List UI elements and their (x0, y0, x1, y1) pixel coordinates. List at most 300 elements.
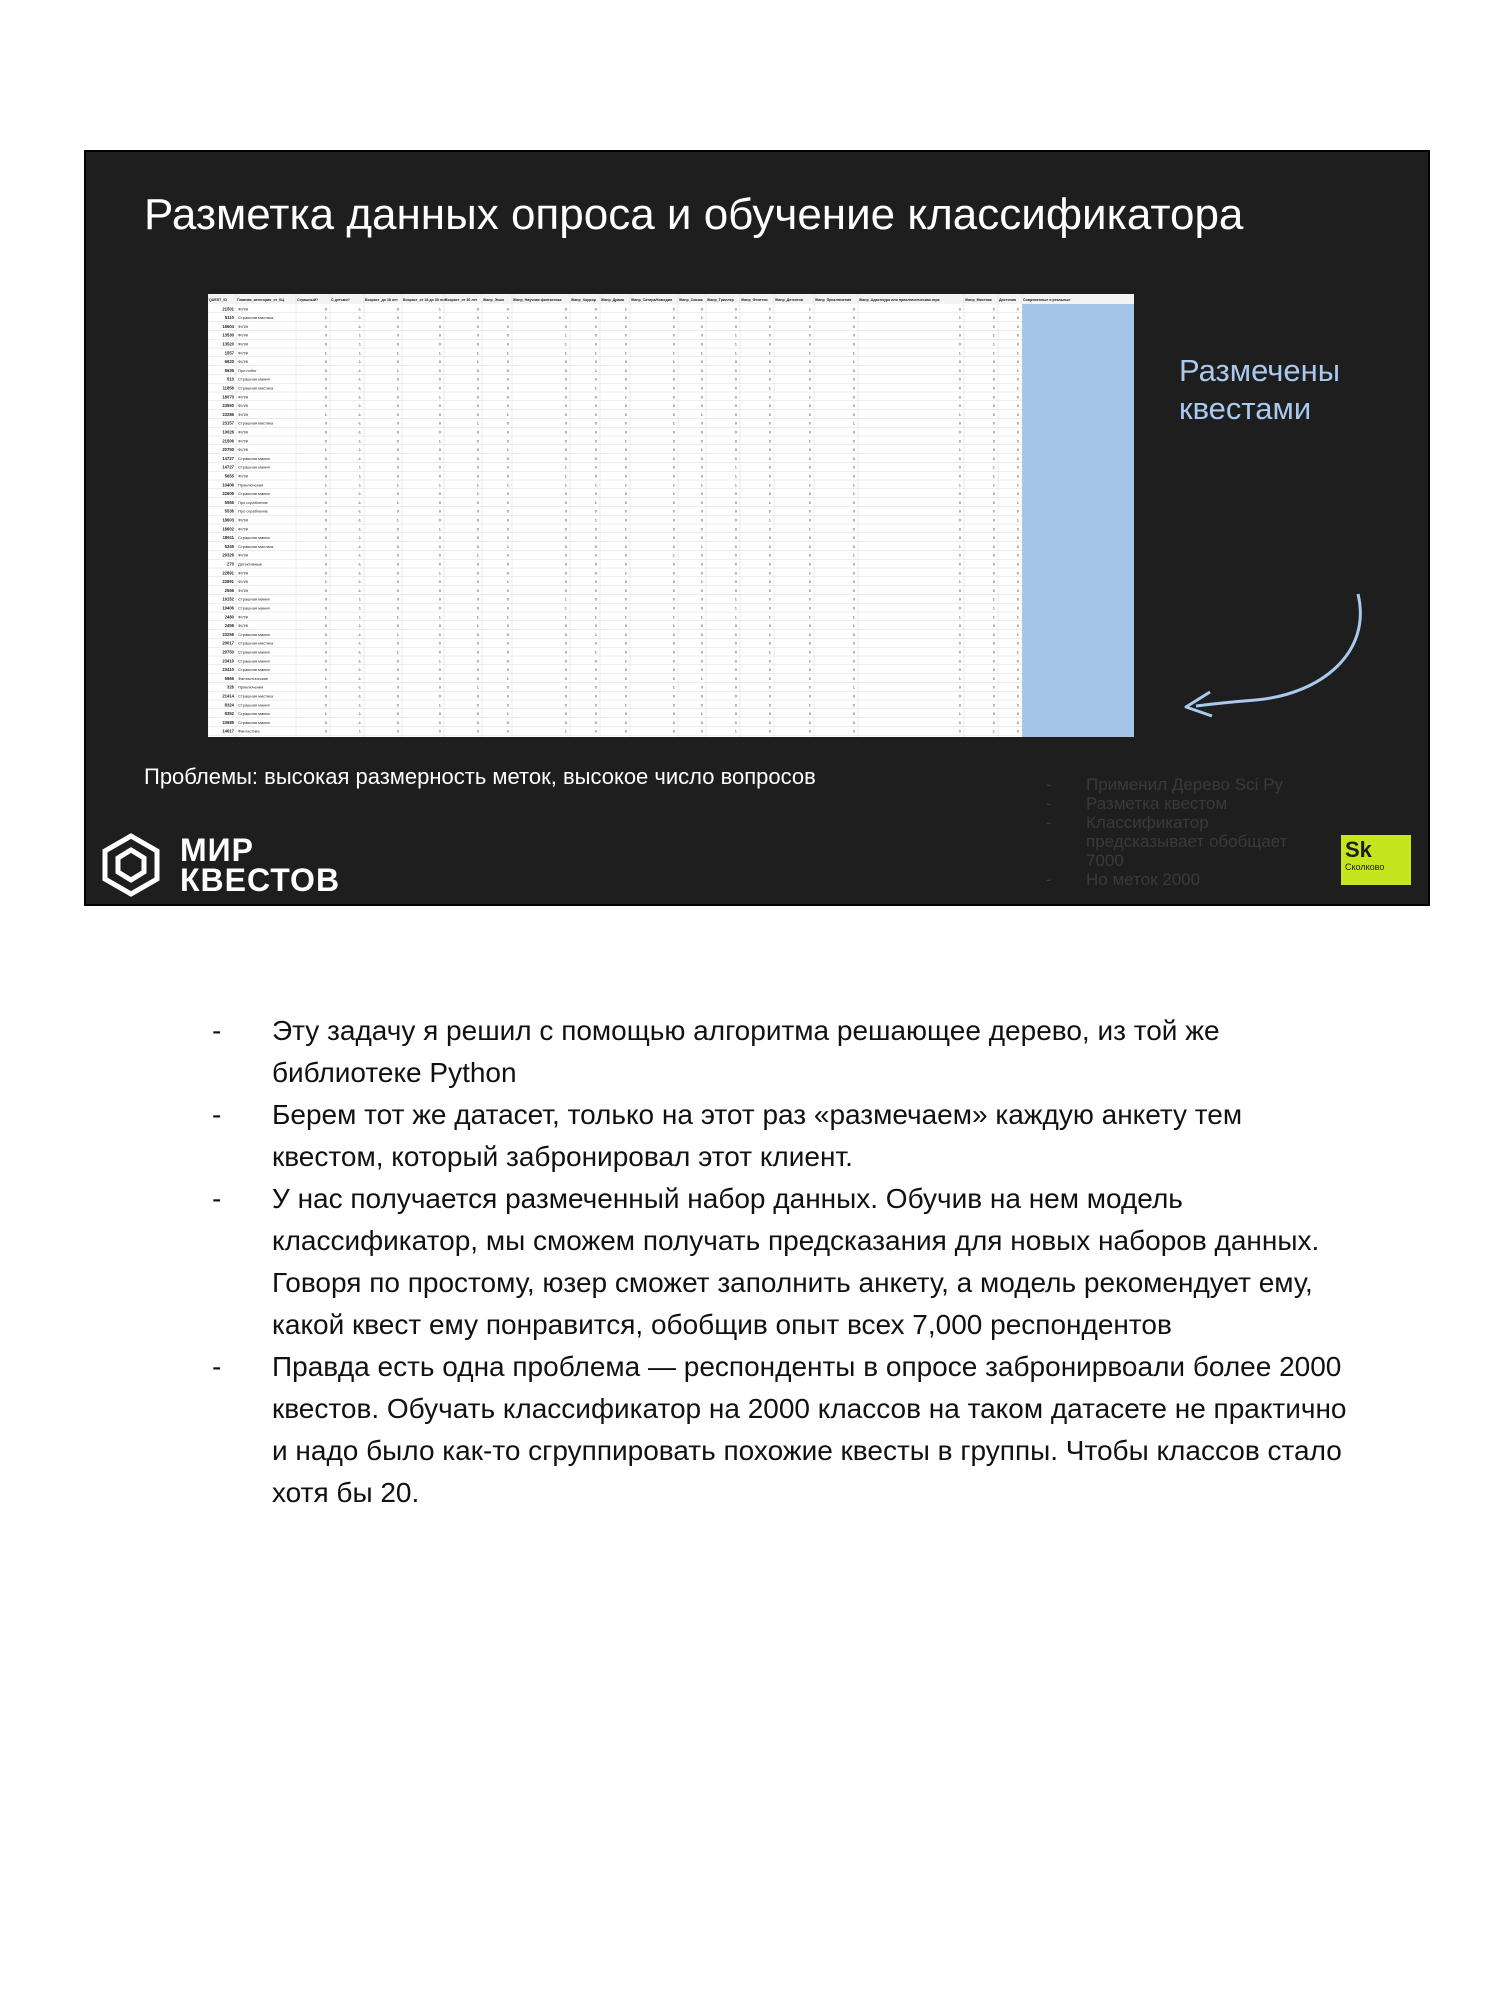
value-cell: 0 (700, 367, 703, 373)
value-cell: 0 (992, 684, 995, 690)
value-cell: 0 (396, 728, 399, 734)
value-cell: 0 (476, 649, 479, 655)
value-cell: 1 (438, 306, 441, 312)
value-cell: 0 (992, 499, 995, 505)
value-cell: 0 (958, 684, 961, 690)
value-cell: 0 (594, 658, 597, 664)
value-cell: 0 (768, 552, 771, 558)
value-cell: 0 (476, 587, 479, 593)
value-cell: 0 (700, 508, 703, 514)
value-cell: 0 (852, 605, 855, 611)
column-header: Возраст_до 18 лет (365, 298, 398, 302)
value-cell: 0 (624, 473, 627, 479)
value-cell: 0 (564, 411, 567, 417)
category-cell: Страшная мистика (238, 315, 274, 321)
value-cell: 1 (396, 499, 399, 505)
value-cell: 0 (506, 719, 509, 725)
value-cell: 1 (476, 552, 479, 558)
value-cell: 0 (324, 631, 327, 637)
value-cell: 1 (564, 614, 567, 620)
column-header: Возраст_от 18 до 30 лет (403, 298, 446, 302)
value-cell: 0 (564, 455, 567, 461)
value-cell: 0 (672, 306, 675, 312)
value-cell: 0 (476, 385, 479, 391)
value-cell: 0 (324, 587, 327, 593)
value-cell: 0 (852, 411, 855, 417)
logo-line-1: МИР (180, 832, 254, 868)
value-cell: 0 (958, 728, 961, 734)
value-cell: 0 (958, 491, 961, 497)
value-cell: 0 (324, 341, 327, 347)
value-cell: 0 (396, 429, 399, 435)
value-cell: 0 (852, 631, 855, 637)
value-cell: 0 (624, 359, 627, 365)
value-cell: 1 (734, 350, 737, 356)
value-cell: 0 (476, 306, 479, 312)
value-cell: 0 (768, 332, 771, 338)
value-cell: -1 (357, 631, 361, 637)
value-cell: 0 (992, 640, 995, 646)
value-cell: -1 (357, 394, 361, 400)
value-cell: 0 (324, 332, 327, 338)
value-cell: 0 (324, 491, 327, 497)
value-cell: 0 (852, 376, 855, 382)
value-cell: 0 (808, 385, 811, 391)
value-cell: 0 (324, 596, 327, 602)
value-cell: 0 (476, 315, 479, 321)
value-cell: 0 (396, 535, 399, 541)
value-cell: 0 (808, 719, 811, 725)
value-cell: -1 (357, 429, 361, 435)
value-cell: 0 (438, 315, 441, 321)
value-cell: 0 (700, 667, 703, 673)
value-cell: 0 (564, 552, 567, 558)
value-cell: 0 (476, 367, 479, 373)
value-cell: 1 (438, 658, 441, 664)
value-cell: 0 (564, 640, 567, 646)
category-cell: Страшная мания (238, 658, 270, 664)
category-cell: Ф/Л/К (238, 323, 249, 329)
value-cell: 0 (438, 367, 441, 373)
quest-id-cell: 510 (227, 376, 234, 382)
value-cell: 0 (506, 367, 509, 373)
value-cell: 0 (476, 640, 479, 646)
quest-id-cell: 13530 (222, 332, 234, 338)
value-cell: 0 (958, 376, 961, 382)
value-cell: 0 (958, 719, 961, 725)
value-cell: 1 (700, 579, 703, 585)
value-cell: 0 (768, 376, 771, 382)
value-cell: 0 (734, 719, 737, 725)
value-cell: 0 (476, 403, 479, 409)
column-header: QUEST_ID (209, 298, 227, 302)
value-cell: 1 (438, 570, 441, 576)
value-cell: 0 (594, 702, 597, 708)
quest-id-cell: 5556 (224, 499, 234, 505)
category-cell: Страшная мистика (238, 420, 274, 426)
value-cell: 0 (734, 711, 737, 717)
value-cell: 1 (700, 711, 703, 717)
value-cell: 1 (624, 614, 627, 620)
value-cell: 1 (358, 605, 361, 611)
value-cell: 1 (768, 631, 771, 637)
value-cell: 0 (438, 420, 441, 426)
value-cell: 0 (992, 403, 995, 409)
value-cell: -1 (357, 455, 361, 461)
value-cell: 0 (438, 411, 441, 417)
value-cell: 0 (734, 455, 737, 461)
value-cell: 0 (624, 367, 627, 373)
spreadsheet-screenshot (208, 294, 1134, 737)
value-cell: 0 (396, 376, 399, 382)
value-cell: -1 (357, 640, 361, 646)
value-cell: 0 (734, 306, 737, 312)
value-cell: 1 (1016, 367, 1019, 373)
column-header: Дистопия (999, 298, 1017, 302)
value-cell: 1 (768, 614, 771, 620)
value-cell: -1 (357, 306, 361, 312)
value-cell: 0 (438, 464, 441, 470)
column-header: Жанр_Мистика (965, 298, 992, 302)
value-cell: 0 (324, 658, 327, 664)
quest-id-cell: 8324 (224, 702, 234, 708)
value-cell: 1 (768, 482, 771, 488)
value-cell: 1 (768, 367, 771, 373)
value-cell: 0 (506, 341, 509, 347)
category-cell: Страшная мистика (238, 385, 274, 391)
value-cell: 0 (1016, 376, 1019, 382)
value-cell: 0 (624, 455, 627, 461)
column-header: Жанр_Хоррор (571, 298, 596, 302)
category-cell: Страшная мистика (238, 543, 274, 549)
value-cell: 0 (700, 517, 703, 523)
value-cell: 0 (808, 623, 811, 629)
value-cell: 0 (852, 535, 855, 541)
value-cell: 0 (624, 561, 627, 567)
value-cell: 1 (396, 614, 399, 620)
value-cell: 0 (852, 429, 855, 435)
value-cell: 1 (992, 482, 995, 488)
value-cell: 0 (1016, 579, 1019, 585)
value-cell: 0 (396, 526, 399, 532)
category-cell: Ф/Л/К (238, 473, 249, 479)
value-cell: 0 (768, 341, 771, 347)
value-cell: 0 (734, 640, 737, 646)
value-cell: 0 (396, 473, 399, 479)
value-cell: 1 (594, 517, 597, 523)
value-cell: 0 (672, 728, 675, 734)
value-cell: 0 (324, 323, 327, 329)
value-cell: 1 (672, 420, 675, 426)
value-cell: 0 (852, 728, 855, 734)
value-cell: 0 (1016, 455, 1019, 461)
value-cell: 0 (958, 341, 961, 347)
value-cell: 0 (992, 658, 995, 664)
quest-id-cell: 5536 (224, 508, 234, 514)
column-header: Жанр_Детектив (775, 298, 803, 302)
value-cell: 1 (564, 464, 567, 470)
quest-id-cell: 270 (227, 561, 234, 567)
value-cell: 0 (506, 561, 509, 567)
value-cell: 0 (1016, 693, 1019, 699)
value-cell: 0 (476, 605, 479, 611)
value-cell: 0 (768, 473, 771, 479)
value-cell: 1 (438, 702, 441, 708)
value-cell: 0 (808, 579, 811, 585)
column-header: Жанр_Сатира/Комедия (631, 298, 673, 302)
problems-text: Проблемы: высокая размерность меток, высокое число вопросов (144, 764, 816, 789)
value-cell: 1 (852, 420, 855, 426)
value-cell: 0 (476, 429, 479, 435)
value-cell: 0 (808, 711, 811, 717)
value-cell: 1 (358, 473, 361, 479)
value-cell: 0 (564, 561, 567, 567)
value-cell: 1 (506, 411, 509, 417)
category-cell: Ф/Л/К (238, 614, 249, 620)
value-cell: 0 (438, 447, 441, 453)
value-cell: 0 (808, 447, 811, 453)
category-cell: Приключения (238, 684, 264, 690)
value-cell: 0 (564, 367, 567, 373)
value-cell: -1 (357, 579, 361, 585)
value-cell: -1 (357, 693, 361, 699)
value-cell: 0 (992, 579, 995, 585)
value-cell: 0 (734, 623, 737, 629)
value-cell: 0 (768, 491, 771, 497)
value-cell: 1 (672, 482, 675, 488)
value-cell: 0 (396, 359, 399, 365)
value-cell: 0 (594, 667, 597, 673)
value-cell: 1 (992, 728, 995, 734)
value-cell: 0 (396, 552, 399, 558)
value-cell: 0 (958, 323, 961, 329)
value-cell: 0 (700, 552, 703, 558)
column-header: С детьми? (331, 298, 350, 302)
value-cell: 0 (734, 367, 737, 373)
category-cell: Страшная мания (238, 719, 270, 725)
value-cell: 0 (476, 719, 479, 725)
column-header: Жанр_Фэнтези (741, 298, 768, 302)
value-cell: 0 (734, 517, 737, 523)
value-cell: 1 (992, 464, 995, 470)
value-cell: 1 (852, 684, 855, 690)
value-cell: 0 (672, 605, 675, 611)
value-cell: 0 (958, 420, 961, 426)
value-cell: 0 (594, 376, 597, 382)
value-cell: 1 (958, 315, 961, 321)
value-cell: 0 (672, 367, 675, 373)
value-cell: 0 (992, 385, 995, 391)
value-cell: 0 (506, 438, 509, 444)
value-cell: 1 (992, 596, 995, 602)
value-cell: 0 (958, 535, 961, 541)
value-cell: 0 (992, 306, 995, 312)
value-cell: 0 (852, 473, 855, 479)
value-cell: 0 (438, 359, 441, 365)
value-cell: 0 (700, 640, 703, 646)
quest-id-cell: 22891 (222, 579, 234, 585)
bullet-item: - Берем тот же датасет, только на этот раз «размечаем» каждую анкету тем квестом, который забронировал этот клиент. (200, 1094, 1350, 1178)
value-cell: 0 (992, 429, 995, 435)
value-cell: 0 (852, 367, 855, 373)
value-cell: 0 (672, 649, 675, 655)
value-cell: 0 (438, 711, 441, 717)
value-cell: 1 (506, 447, 509, 453)
value-cell: 0 (768, 693, 771, 699)
value-cell: 1 (438, 350, 441, 356)
value-cell: 0 (992, 323, 995, 329)
value-cell: 0 (438, 675, 441, 681)
value-cell: 0 (506, 394, 509, 400)
value-cell: 0 (324, 728, 327, 734)
value-cell: 0 (594, 455, 597, 461)
value-cell: 0 (734, 693, 737, 699)
column-header: Главная_категория_от_КЦ (237, 298, 284, 302)
value-cell: 0 (506, 693, 509, 699)
value-cell: 0 (852, 508, 855, 514)
value-cell: 1 (700, 482, 703, 488)
value-cell: 1 (852, 491, 855, 497)
value-cell: 1 (594, 350, 597, 356)
value-cell: 0 (992, 570, 995, 576)
value-cell: 0 (594, 341, 597, 347)
value-cell: 1 (438, 394, 441, 400)
value-cell: 0 (992, 438, 995, 444)
value-cell: 0 (324, 719, 327, 725)
value-cell: 0 (564, 438, 567, 444)
value-cell: 0 (1016, 719, 1019, 725)
quest-id-cell: 1557 (224, 350, 234, 356)
category-cell: Про ограбление (238, 508, 268, 514)
value-cell: 0 (852, 455, 855, 461)
column-header: Жанр_Приключения (815, 298, 852, 302)
value-cell: 0 (852, 649, 855, 655)
value-cell: 1 (358, 728, 361, 734)
value-cell: 0 (852, 711, 855, 717)
value-cell: 0 (506, 631, 509, 637)
value-cell: 1 (808, 702, 811, 708)
value-cell: 0 (564, 702, 567, 708)
value-cell: 0 (700, 719, 703, 725)
value-cell: 0 (808, 429, 811, 435)
value-cell: 0 (564, 376, 567, 382)
value-cell: 1 (624, 526, 627, 532)
value-cell: 0 (624, 403, 627, 409)
value-cell: 0 (438, 623, 441, 629)
value-cell: 0 (734, 561, 737, 567)
value-cell: 0 (852, 517, 855, 523)
value-cell: 0 (1016, 306, 1019, 312)
value-cell: 0 (624, 728, 627, 734)
value-cell: 0 (438, 552, 441, 558)
category-cell: Ф/Л/К (238, 306, 249, 312)
value-cell: 0 (700, 332, 703, 338)
value-cell: 0 (564, 517, 567, 523)
value-cell: 0 (672, 675, 675, 681)
value-cell: 0 (624, 464, 627, 470)
value-cell: 0 (672, 394, 675, 400)
value-cell: 0 (564, 649, 567, 655)
value-cell: 0 (672, 719, 675, 725)
value-cell: 0 (700, 728, 703, 734)
quest-id-cell: 22891 (222, 570, 234, 576)
value-cell: 0 (396, 464, 399, 470)
value-cell: 1 (958, 482, 961, 488)
value-cell: 1 (768, 499, 771, 505)
value-cell: 1 (852, 623, 855, 629)
value-cell: 0 (958, 403, 961, 409)
value-cell: 0 (324, 552, 327, 558)
value-cell: 0 (672, 315, 675, 321)
value-cell: 1 (992, 341, 995, 347)
curved-arrow-icon (1126, 432, 1366, 732)
column-header: Жанр_Сказка (679, 298, 703, 302)
quest-id-cell: 14727 (222, 464, 234, 470)
value-cell: 0 (672, 579, 675, 585)
value-cell: 1 (564, 341, 567, 347)
value-cell: 0 (396, 455, 399, 461)
value-cell: 1 (476, 623, 479, 629)
value-cell: 0 (672, 517, 675, 523)
value-cell: 0 (1016, 464, 1019, 470)
value-cell: 0 (808, 693, 811, 699)
value-cell: 1 (324, 411, 327, 417)
value-cell: 0 (594, 719, 597, 725)
bullet-item: - Эту задачу я решил с помощью алгоритма решающее дерево, из той же библиотеке Python (200, 1010, 1350, 1094)
value-cell: 0 (594, 447, 597, 453)
value-cell: 0 (700, 587, 703, 593)
value-cell: 0 (734, 526, 737, 532)
value-cell: 0 (324, 570, 327, 576)
value-cell: 0 (594, 464, 597, 470)
value-cell: 0 (958, 667, 961, 673)
value-cell: 0 (808, 640, 811, 646)
value-cell: 0 (506, 605, 509, 611)
value-cell: 0 (506, 702, 509, 708)
value-cell: 1 (324, 675, 327, 681)
value-cell: 0 (476, 464, 479, 470)
value-cell: 0 (564, 693, 567, 699)
value-cell: 0 (594, 623, 597, 629)
quest-id-cell: 18602 (222, 526, 234, 532)
value-cell: 0 (396, 658, 399, 664)
value-cell: 0 (506, 499, 509, 505)
value-cell: -1 (357, 561, 361, 567)
value-cell: 0 (506, 535, 509, 541)
value-cell: 0 (1016, 473, 1019, 479)
value-cell: 0 (564, 385, 567, 391)
value-cell: 1 (358, 350, 361, 356)
note-item: - Применил Дерево Sci Py (1046, 775, 1326, 794)
value-cell: 0 (564, 359, 567, 365)
value-cell: 0 (396, 341, 399, 347)
value-cell: 0 (396, 605, 399, 611)
value-cell: 0 (438, 684, 441, 690)
category-cell: Ф/Л/К (238, 332, 249, 338)
value-cell: 0 (700, 403, 703, 409)
value-cell: 0 (992, 447, 995, 453)
quest-id-cell: 22605 (222, 491, 234, 497)
value-cell: 1 (672, 623, 675, 629)
value-cell: 0 (476, 508, 479, 514)
value-cell: 0 (768, 429, 771, 435)
value-cell: 0 (324, 385, 327, 391)
quest-id-cell: 326 (227, 684, 234, 690)
category-cell: Страшная мания (238, 702, 270, 708)
value-cell: 0 (506, 508, 509, 514)
value-cell: 0 (624, 693, 627, 699)
value-cell: 0 (324, 438, 327, 444)
